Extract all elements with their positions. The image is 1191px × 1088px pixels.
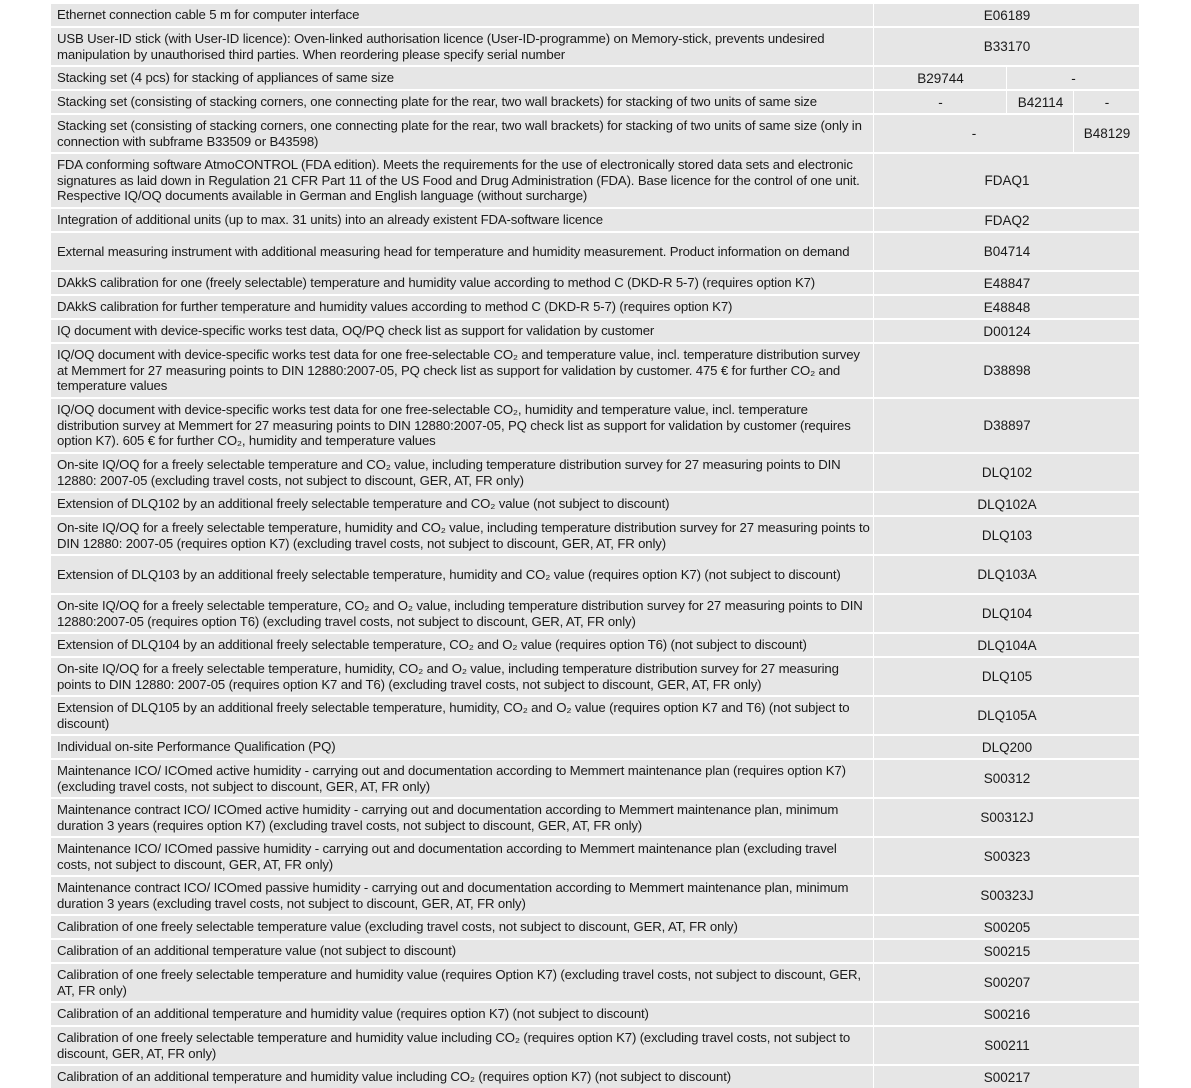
table-row [51,1066,1139,1088]
order-code: DLQ104A [873,634,1140,656]
item-description: Maintenance contract ICO/ ICOmed active humidity - carrying out and documentation according to Memmert maintenance plan, minimum duration 3 years (requires option K7) (excluding travel costs, not subject to discount, GER, AT, FR only) [57,802,839,833]
order-code-cells [873,697,1139,734]
order-code-cells [873,154,1139,207]
item-description: Maintenance ICO/ ICOmed active humidity - carrying out and documentation according to Memmert maintenance plan (requires option K7) (excluding travel costs, not subject to discount, GER, AT, FR only) [57,763,846,794]
table-row [51,399,1139,452]
order-code: B04714 [873,233,1140,270]
order-code-cells [873,736,1139,758]
order-code: B42114 [1006,91,1074,113]
item-description: Individual on-site Performance Qualification (PQ) [57,739,336,755]
item-description: On-site IQ/OQ for a freely selectable temperature, CO₂ and O₂ value, including temperature distribution survey for 27 measuring points to DIN 12880:2007-05 (requires option T6) (excluding travel costs, not subject to discount, GER, AT, FR only) [57,598,863,629]
table-row [51,658,1139,695]
order-code: S00217 [873,1066,1140,1088]
item-description: IQ/OQ document with device-specific works test data for one free-selectable CO₂ and temperature value, incl. temperature distribution survey at Memmert for 27 measuring points to DIN 12880:2007-05, PQ check list as support for validation by customer. 475 € for further CO₂ and temperature values [57,347,860,394]
table-row [51,877,1139,914]
item-description: IQ/OQ document with device-specific works test data for one free-selectable CO₂, humidity and temperature value, incl. temperature distribution survey at Memmert for 27 measuring points to DIN 12880:2007-05, PQ check list as support for validation by customer (requires option K7). 605 € for further CO₂, humidity and temperature values [57,402,851,449]
order-code-cells [873,634,1139,656]
table-row [51,115,1139,152]
order-code: DLQ105A [873,697,1140,734]
order-code: - [1006,67,1140,89]
order-code-cells [873,344,1139,397]
order-code-cells [873,296,1139,318]
item-description: Stacking set (consisting of stacking corners, one connecting plate for the rear, two wall brackets) for stacking of two units of same size (only in connection with subframe B33509 or B43598) [57,118,862,149]
table-row [51,634,1139,656]
order-code: FDAQ2 [873,209,1140,231]
order-code-cells [873,760,1139,797]
item-description: DAkkS calibration for one (freely selectable) temperature and humidity value according to method C (DKD-R 5-7) (requires option K7) [57,275,816,291]
item-description: Calibration of an additional temperature and humidity value including CO₂ (requires option K7) (not subject to discount) [57,1069,731,1085]
order-code-cells [873,233,1139,270]
order-code-cells [873,28,1139,65]
item-description: Extension of DLQ103 by an additional freely selectable temperature, humidity and CO₂ value (requires option K7) (not subject to discount) [57,566,841,582]
order-code: - [873,91,1007,113]
order-code-cells [873,67,1139,89]
table-row [51,296,1139,318]
order-code-cells [873,517,1139,554]
order-code-cells [873,115,1139,152]
order-code: S00205 [873,916,1140,938]
table-row [51,760,1139,797]
table-row [51,493,1139,515]
order-code-cells [873,1066,1139,1088]
table-row [51,454,1139,491]
order-code: DLQ104 [873,595,1140,632]
order-code-cells [873,4,1139,26]
item-description: Calibration of one freely selectable temperature and humidity value (requires Option K7) (excluding travel costs, not subject to discount, GER, AT, FR only) [57,967,861,998]
item-description: Stacking set (consisting of stacking corners, one connecting plate for the rear, two wall brackets) for stacking of two units of same size [57,94,817,110]
table-row [51,517,1139,554]
order-code: S00215 [873,940,1140,962]
order-code: D00124 [873,320,1140,342]
order-code-cells [873,399,1139,452]
order-code: D38897 [873,399,1140,452]
item-description: Calibration of one freely selectable temperature and humidity value including CO₂ (requires option K7) (excluding travel costs, not subject to discount, GER, AT, FR only) [57,1030,851,1061]
table-row [51,1027,1139,1064]
order-code: S00312 [873,760,1140,797]
order-code: DLQ103 [873,517,1140,554]
item-description: Extension of DLQ104 by an additional freely selectable temperature, CO₂ and O₂ value (requires option T6) (not subject to discount) [57,637,807,653]
item-description: On-site IQ/OQ for a freely selectable temperature and CO₂ value, including temperature distribution survey for 27 measuring points to DIN 12880: 2007-05 (excluding travel costs, not subject to discount, GER, AT, FR only) [57,457,841,488]
table-row [51,595,1139,632]
order-code-cells [873,658,1139,695]
table-row [51,28,1139,65]
order-code: - [873,115,1074,152]
order-code: S00323J [873,877,1140,914]
order-code-cells [873,964,1139,1001]
order-code-cells [873,595,1139,632]
order-code: E48848 [873,296,1140,318]
order-code-cells [873,877,1139,914]
order-code: D38898 [873,344,1140,397]
item-description: Maintenance contract ICO/ ICOmed passive humidity - carrying out and documentation according to Memmert maintenance plan, minimum duration 3 years (excluding travel costs, not subject to discount, GER, AT, FR only) [57,880,849,911]
order-code: DLQ200 [873,736,1140,758]
order-code-cells [873,1003,1139,1025]
table-row [51,964,1139,1001]
item-description: FDA conforming software AtmoCONTROL (FDA edition). Meets the requirements for the use of electronically stored data sets and electronic signatures as laid down in Regulation 21 CFR Part 11 of the US Food and Drug Administration (FDA). Base licence for the control of one unit. Respective IQ/OQ documents available in German and English language (without surcharge) [57,157,860,204]
item-description: Ethernet connection cable 5 m for computer interface [57,7,360,23]
order-code: DLQ103A [873,556,1140,593]
table-row [51,320,1139,342]
order-code-cells [873,556,1139,593]
item-description: Extension of DLQ105 by an additional freely selectable temperature, humidity, CO₂ and O₂ value (requires option K7 and T6) (not subject to discount) [57,700,850,731]
order-code-cells [873,454,1139,491]
order-code-cells [873,838,1139,875]
item-description: Stacking set (4 pcs) for stacking of appliances of same size [57,70,394,86]
table-row [51,697,1139,734]
order-code: S00312J [873,799,1140,836]
order-code-cells [873,493,1139,515]
order-code: B33170 [873,28,1140,65]
order-code-cells [873,1027,1139,1064]
order-code: B29744 [873,67,1007,89]
order-code-cells [873,91,1139,113]
order-code-cells [873,320,1139,342]
item-description: IQ document with device-specific works test data, OQ/PQ check list as support for validation by customer [57,323,655,339]
item-description: DAkkS calibration for further temperature and humidity values according to method C (DKD-R 5-7) (requires option K7) [57,299,733,315]
order-code: E48847 [873,272,1140,294]
order-code: FDAQ1 [873,154,1140,207]
item-description: USB User-ID stick (with User-ID licence): Oven-linked authorisation licence (User-ID-programme) on Memory-stick, prevents undesired manipulation by unauthorised third parties. When reordering please specify serial number [57,31,825,62]
item-description: Calibration of an additional temperature value (not subject to discount) [57,943,456,959]
table-row [51,233,1139,270]
table-row [51,556,1139,593]
table-row [51,4,1139,26]
table-row [51,91,1139,113]
order-code: DLQ105 [873,658,1140,695]
order-code-cells [873,940,1139,962]
order-code: E06189 [873,4,1140,26]
item-description: External measuring instrument with additional measuring head for temperature and humidity measurement. Product information on demand [57,243,850,259]
table-row [51,799,1139,836]
item-description: Calibration of one freely selectable temperature value (excluding travel costs, not subject to discount, GER, AT, FR only) [57,919,738,935]
table-row [51,154,1139,207]
item-description: On-site IQ/OQ for a freely selectable temperature, humidity, CO₂ and O₂ value, including temperature distribution survey for 27 measuring points to DIN 12880: 2007-05 (requires option K7 and T6) (excluding travel costs, not subject to discount, GER, AT, FR only) [57,661,839,692]
order-code: DLQ102A [873,493,1140,515]
item-description: Integration of additional units (up to max. 31 units) into an already existent FDA-software licence [57,212,603,228]
order-code-cells [873,209,1139,231]
order-code: S00216 [873,1003,1140,1025]
order-code: B48129 [1073,115,1140,152]
item-description: Maintenance ICO/ ICOmed passive humidity - carrying out and documentation according to Memmert maintenance plan (excluding travel costs, not subject to discount, GER, AT, FR only) [57,841,837,872]
table-row [51,916,1139,938]
order-code: S00323 [873,838,1140,875]
item-description: Calibration of an additional temperature and humidity value (requires option K7) (not subject to discount) [57,1006,649,1022]
table-row [51,209,1139,231]
order-code-cells [873,272,1139,294]
order-code-cells [873,916,1139,938]
order-code: - [1073,91,1140,113]
order-code: S00207 [873,964,1140,1001]
table-row [51,838,1139,875]
order-code: DLQ102 [873,454,1140,491]
table-row [51,272,1139,294]
table-row [51,67,1139,89]
table-row [51,940,1139,962]
table-row [51,344,1139,397]
table-row [51,1003,1139,1025]
order-code: S00211 [873,1027,1140,1064]
item-description: Extension of DLQ102 by an additional freely selectable temperature and CO₂ value (not subject to discount) [57,496,670,512]
order-code-cells [873,799,1139,836]
table-row [51,736,1139,758]
item-description: On-site IQ/OQ for a freely selectable temperature, humidity and CO₂ value, including temperature distribution survey for 27 measuring points to DIN 12880: 2007-05 (requires option K7) (excluding travel costs, not subject to discount, GER, AT, FR only) [57,520,870,551]
